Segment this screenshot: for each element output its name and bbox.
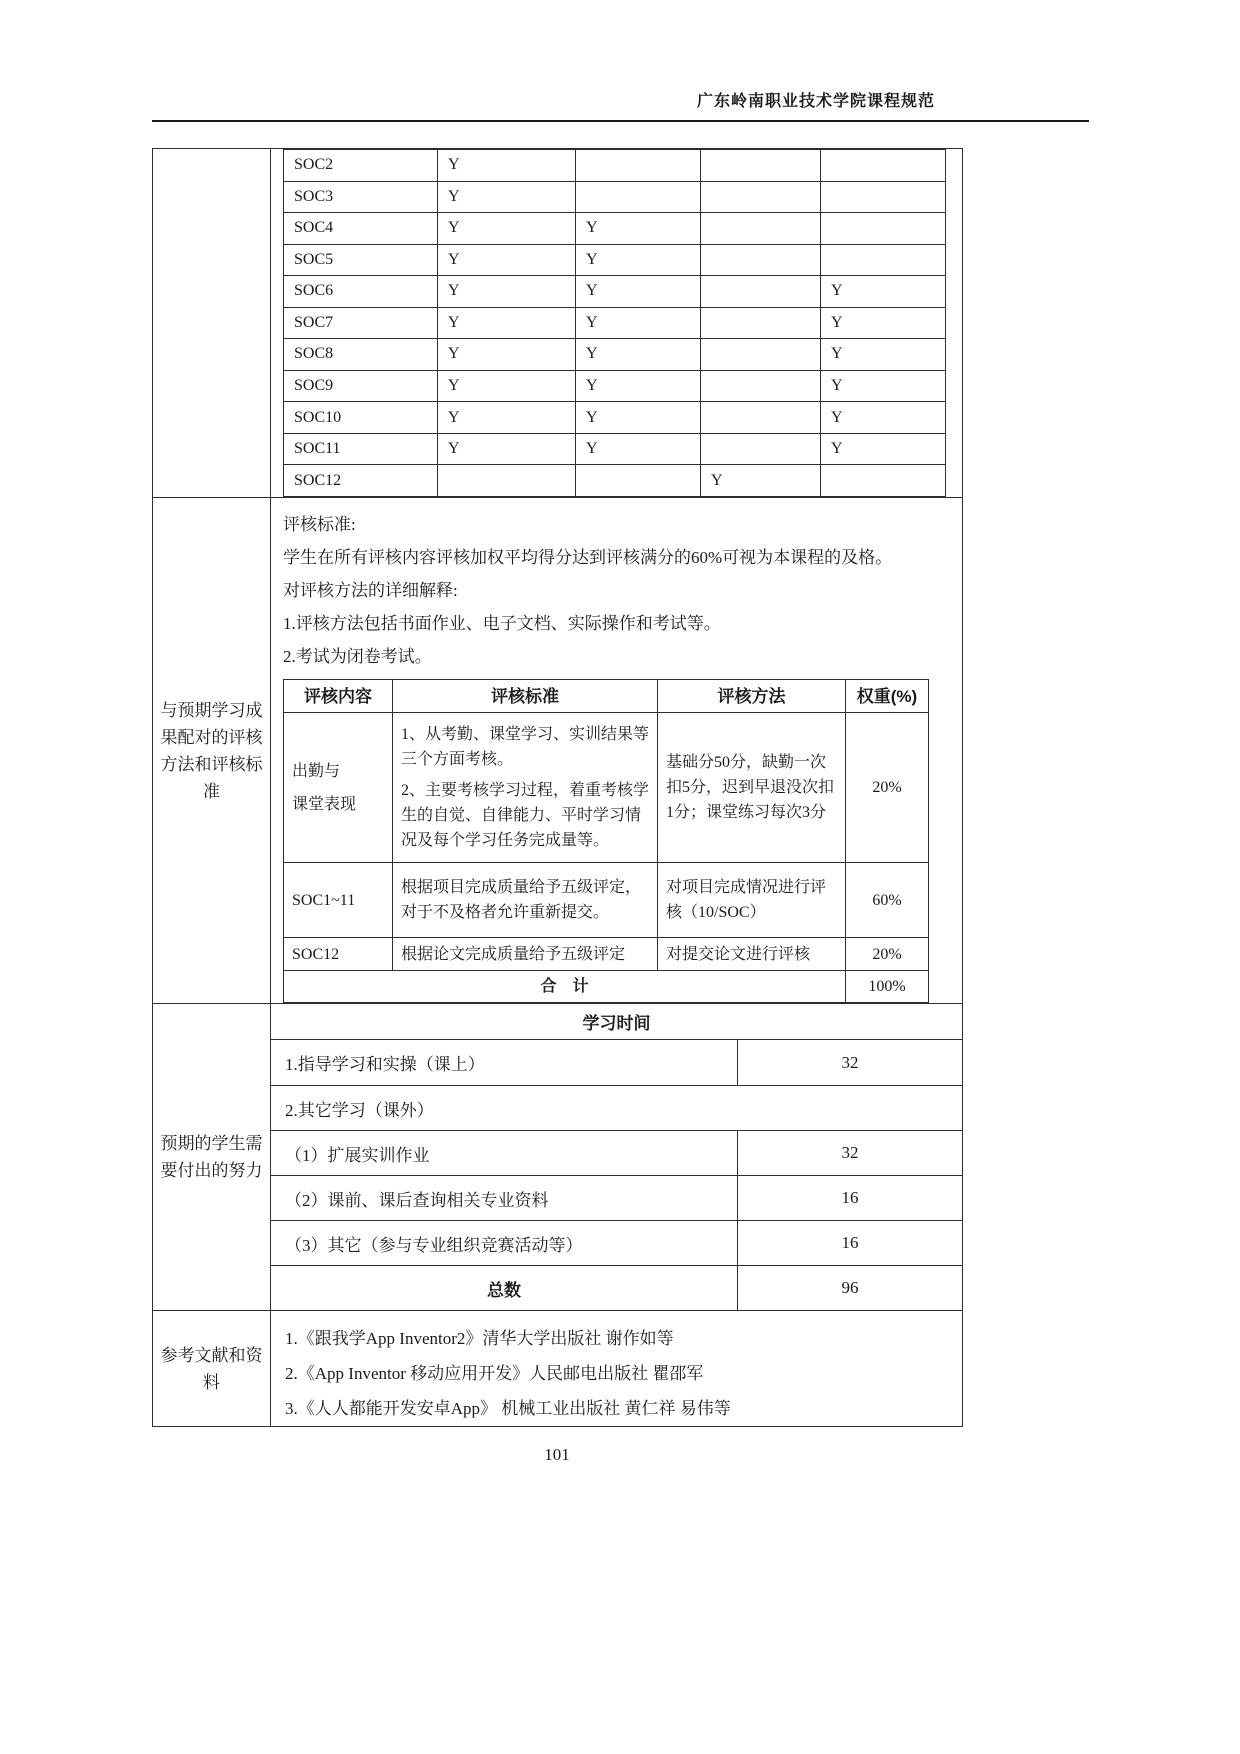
- table-row: [153, 1131, 963, 1176]
- soc-mark: Y: [438, 402, 576, 434]
- soc-label: SOC11: [284, 433, 438, 465]
- assessment-section-content: [271, 498, 963, 1004]
- soc-label: SOC12: [284, 465, 438, 497]
- soc-mark: Y: [576, 244, 701, 276]
- assessment-header-content: 评核内容: [284, 680, 393, 713]
- assessment-total-value: 100%: [846, 971, 929, 1003]
- soc-mark: Y: [821, 307, 946, 339]
- assessment-content-line: 出勤与: [292, 762, 341, 780]
- soc-mark: Y: [576, 213, 701, 245]
- soc-label: SOC3: [284, 181, 438, 213]
- assessment-content-cell: SOC1~11: [284, 863, 393, 938]
- soc-mark: Y: [438, 244, 576, 276]
- table-row: [284, 339, 946, 371]
- table-row: [284, 307, 946, 339]
- soc-mark: [576, 465, 701, 497]
- soc-mark: [821, 181, 946, 213]
- soc-label: SOC4: [284, 213, 438, 245]
- soc-mark: [701, 402, 821, 434]
- assessment-standard-cell: 根据论文完成质量给予五级评定: [393, 938, 658, 971]
- soc-matrix-table: [283, 149, 946, 497]
- soc-mark: Y: [438, 307, 576, 339]
- table-row: [284, 863, 929, 938]
- soc-mark: [821, 150, 946, 182]
- soc-mark: [821, 244, 946, 276]
- effort-section-label: 预期的学生需要付出的努力: [153, 1004, 271, 1311]
- references-section-label: 参考文献和资料: [153, 1311, 271, 1427]
- page-number: 101: [544, 1445, 570, 1464]
- table-row: [284, 150, 946, 182]
- soc-label: SOC7: [284, 307, 438, 339]
- soc-mark: [821, 213, 946, 245]
- assessment-header-weight: 权重(%): [846, 680, 929, 713]
- left-cell-empty: [153, 149, 271, 498]
- soc-mark: [701, 244, 821, 276]
- soc-mark: Y: [576, 370, 701, 402]
- soc-mark: [576, 150, 701, 182]
- soc-mark: Y: [438, 181, 576, 213]
- assessment-header-standard: 评核标准: [393, 680, 658, 713]
- table-row: [153, 1086, 963, 1131]
- soc-mark: Y: [576, 339, 701, 371]
- assessment-method-cell: 基础分50分，缺勤一次扣5分，迟到早退没次扣1分；课堂练习每次3分: [658, 713, 846, 863]
- soc-mark: Y: [576, 433, 701, 465]
- soc-mark: [438, 465, 576, 497]
- reference-item: 2.《App Inventor 移动应用开发》人民邮电出版社 瞿邵军: [285, 1364, 704, 1383]
- reference-item: 3.《人人都能开发安卓App》 机械工业出版社 黄仁祥 易伟等: [285, 1399, 731, 1418]
- assessment-standard-cell: 根据项目完成质量给予五级评定，对于不及格者允许重新提交。: [393, 863, 658, 938]
- soc-mark: Y: [821, 276, 946, 308]
- soc-mark: Y: [576, 402, 701, 434]
- soc-mark: Y: [438, 339, 576, 371]
- assessment-standard-paragraph: 2、主要考核学习过程，着重考核学生的自觉、自律能力、平时学习情况及每个学习任务完成量等。: [401, 782, 650, 849]
- table-row: [284, 680, 929, 713]
- table-row: [153, 1266, 963, 1311]
- soc-mark: Y: [821, 370, 946, 402]
- table-row: [284, 402, 946, 434]
- soc-mark: Y: [821, 433, 946, 465]
- effort-row-label: （3）其它（参与专业组织竞赛活动等）: [271, 1221, 738, 1266]
- table-row: [284, 244, 946, 276]
- assessment-weight-cell: 20%: [846, 938, 929, 971]
- soc-mark: [701, 370, 821, 402]
- table-row: [284, 370, 946, 402]
- effort-row-value: 32: [738, 1131, 963, 1176]
- assessment-method-cell: 对提交论文进行评核: [658, 938, 846, 971]
- soc-label: SOC10: [284, 402, 438, 434]
- effort-row-value: 16: [738, 1176, 963, 1221]
- table-row: [153, 498, 963, 1004]
- course-spec-table: [152, 148, 963, 1427]
- soc-mark: Y: [438, 433, 576, 465]
- table-row: [153, 1176, 963, 1221]
- table-row: [284, 938, 929, 971]
- soc-mark: Y: [438, 276, 576, 308]
- soc-matrix-cell: [271, 149, 963, 498]
- table-row: [284, 465, 946, 497]
- assessment-standard-paragraph: 1、从考勤、课堂学习、实训结果等三个方面考核。: [401, 726, 650, 768]
- assessment-table: [283, 679, 929, 1003]
- assessment-standard-cell: [393, 713, 658, 863]
- assessment-content-cell: [284, 713, 393, 863]
- soc-mark: [701, 213, 821, 245]
- soc-mark: Y: [438, 370, 576, 402]
- table-row: [284, 971, 929, 1003]
- soc-mark: [701, 433, 821, 465]
- soc-mark: Y: [576, 276, 701, 308]
- assessment-total-label: 合 计: [284, 971, 846, 1003]
- effort-row-value: 16: [738, 1221, 963, 1266]
- table-row: [284, 433, 946, 465]
- effort-row-label: （1）扩展实训作业: [271, 1131, 738, 1176]
- soc-mark: [701, 150, 821, 182]
- soc-label: SOC2: [284, 150, 438, 182]
- table-row: [153, 149, 963, 498]
- header-rule: [152, 120, 1089, 122]
- assessment-header-method: 评核方法: [658, 680, 846, 713]
- soc-mark: [701, 181, 821, 213]
- soc-mark: Y: [438, 213, 576, 245]
- assessment-intro-line: 学生在所有评核内容评核加权平均得分达到评核满分的60%可视为本课程的及格。: [283, 548, 893, 567]
- effort-row-value: 32: [738, 1040, 963, 1086]
- references-content: [271, 1311, 963, 1427]
- table-row: [153, 1004, 963, 1040]
- table-row: [153, 1040, 963, 1086]
- table-row: [284, 213, 946, 245]
- soc-mark: [576, 181, 701, 213]
- assessment-section-label: 与预期学习成果配对的评核方法和评核标准: [153, 498, 271, 1004]
- table-row: [284, 276, 946, 308]
- soc-label: SOC6: [284, 276, 438, 308]
- soc-label: SOC8: [284, 339, 438, 371]
- reference-item: 1.《跟我学App Inventor2》清华大学出版社 谢作如等: [285, 1329, 674, 1348]
- assessment-intro-line: 对评核方法的详细解释:: [283, 581, 458, 600]
- assessment-content-line: 课堂表现: [292, 795, 357, 813]
- soc-mark: Y: [438, 150, 576, 182]
- effort-row-label: （2）课前、课后查询相关专业资料: [271, 1176, 738, 1221]
- study-time-title: 学习时间: [271, 1004, 963, 1040]
- effort-row-label: 2.其它学习（课外）: [271, 1086, 963, 1131]
- soc-mark: Y: [701, 465, 821, 497]
- effort-total-label: 总数: [271, 1266, 738, 1311]
- assessment-weight-cell: 60%: [846, 863, 929, 938]
- effort-row-label: 1.指导学习和实操（课上）: [271, 1040, 738, 1086]
- document-header-title: 广东岭南职业技术学院课程规范: [696, 93, 935, 110]
- table-row: [284, 181, 946, 213]
- assessment-intro-line: 评核标准:: [283, 515, 356, 534]
- assessment-intro-line: 1.评核方法包括书面作业、电子文档、实际操作和考试等。: [283, 614, 721, 633]
- assessment-method-cell: 对项目完成情况进行评核（10/SOC）: [658, 863, 846, 938]
- soc-mark: [701, 307, 821, 339]
- table-row: [284, 713, 929, 863]
- assessment-intro-line: 2.考试为闭卷考试。: [283, 647, 432, 666]
- soc-mark: [701, 276, 821, 308]
- soc-mark: Y: [821, 339, 946, 371]
- effort-total-value: 96: [738, 1266, 963, 1311]
- soc-mark: [701, 339, 821, 371]
- assessment-weight-cell: 20%: [846, 713, 929, 863]
- table-row: [153, 1311, 963, 1427]
- soc-label: SOC5: [284, 244, 438, 276]
- soc-mark: Y: [821, 402, 946, 434]
- assessment-content-cell: SOC12: [284, 938, 393, 971]
- table-row: [153, 1221, 963, 1266]
- soc-mark: Y: [576, 307, 701, 339]
- soc-label: SOC9: [284, 370, 438, 402]
- soc-mark: [821, 465, 946, 497]
